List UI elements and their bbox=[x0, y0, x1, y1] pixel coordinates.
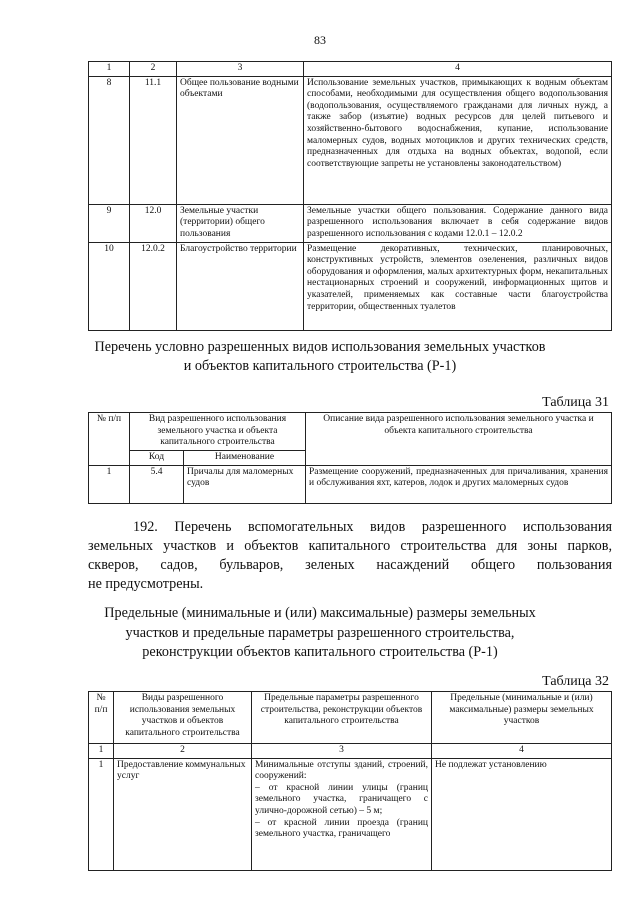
header-cell-sizes: Предельные (минимальные и (или) максимальные) размеры земельных участков bbox=[432, 692, 612, 744]
header-cell-code: Код bbox=[130, 451, 184, 466]
use-code: 11.1 bbox=[130, 76, 177, 204]
table-row bbox=[89, 242, 612, 330]
use-kind: Предоставление коммунальных услуг bbox=[114, 758, 252, 870]
table-row bbox=[89, 204, 612, 242]
header-cell-kind: Виды разрешенного использования земельных участков и объектов капитального строительства bbox=[114, 692, 252, 744]
row-number: 10 bbox=[89, 242, 130, 330]
table-caption: Таблица 31 bbox=[542, 395, 609, 410]
params-line: – от красной линии улицы (границ земельного участка, граничащего с улично-дорожной сетью) – 5 м; bbox=[255, 782, 428, 816]
limits-table bbox=[88, 691, 612, 871]
use-description: Земельные участки общего пользования. Содержание данного вида разрешенного использования включает в себя содержание видов разрешенного использования с кодами 12.0.1 – 12.0.2 bbox=[304, 204, 612, 242]
heading-line: и объектов капитального строительства (Р-1) bbox=[183, 358, 457, 374]
heading-line: участков и предельные параметры разрешенного строительства, bbox=[125, 624, 515, 641]
header-cell-params: Предельные параметры разрешенного строительства, реконструкции объектов капитального строительства bbox=[252, 692, 432, 744]
paragraph-192 bbox=[88, 518, 612, 594]
section-heading-limits bbox=[70, 604, 570, 663]
table-row bbox=[89, 465, 612, 503]
row-number: 8 bbox=[89, 76, 130, 204]
paragraph-line: скверов, садов, бульваров, зеленых насаждений общего пользования bbox=[88, 557, 612, 573]
header-cell: 4 bbox=[304, 62, 612, 77]
table-row bbox=[89, 758, 612, 870]
header-cell: 3 bbox=[177, 62, 304, 77]
permitted-uses-table-continued bbox=[88, 61, 612, 331]
header-cell-description: Описание вида разрешенного использования земельного участка и объекта капитального строительства bbox=[306, 413, 612, 466]
heading-line: реконструкции объектов капитального строительства (Р-1) bbox=[142, 644, 498, 660]
params-line: – от красной линии проезда (границ земельного участка, граничащего bbox=[255, 817, 428, 840]
header-cell-kind: Вид разрешенного использования земельного участка и объекта капитального строительства bbox=[130, 413, 306, 451]
page-number: 83 bbox=[314, 33, 326, 47]
use-name: Причалы для маломерных судов bbox=[184, 465, 306, 503]
heading-line: Перечень условно разрешенных видов использования земельных участков bbox=[94, 339, 546, 355]
row-number: 1 bbox=[89, 465, 130, 503]
row-number: 1 bbox=[89, 758, 114, 870]
table-row bbox=[89, 76, 612, 204]
index-cell: 4 bbox=[432, 744, 612, 759]
conditional-uses-table bbox=[88, 412, 612, 504]
use-description: Размещение сооружений, предназначенных для причаливания, хранения и обслуживания яхт, катеров, лодок и других маломерных судов bbox=[306, 465, 612, 503]
index-cell: 1 bbox=[89, 744, 114, 759]
header-cell: 1 bbox=[89, 62, 130, 77]
use-name: Земельные участки (территории) общего пользования bbox=[177, 204, 304, 242]
row-number: 9 bbox=[89, 204, 130, 242]
header-cell-number: № п/п bbox=[89, 692, 114, 744]
table-index-row bbox=[89, 744, 612, 759]
paragraph-line: 192. Перечень вспомогательных видов разрешенного использования bbox=[133, 519, 612, 535]
paragraph-line: не предусмотрены. bbox=[88, 576, 204, 592]
section-heading-conditional-uses bbox=[70, 338, 570, 376]
use-description: Использование земельных участков, примыкающих к водным объектам способами, необходимыми для осуществления общего водопользования (водопользования, осуществляемого гражданами для личных нужд, а также забор (изъятие) водных ресурсов для целей питьевого и хозяйственно-бытового водоснабжения, купание, использование маломерных судов, водных мотоциклов и других технических средств, предназначенных для отдыха на водных объектах, водопой, если соответствующие запреты не установлены законодательством) bbox=[304, 76, 612, 204]
table-caption: Таблица 32 bbox=[542, 674, 609, 689]
use-description: Размещение декоративных, технических, планировочных, конструктивных устройств, элементов озеленения, различных видов оборудования и оформления, малых архитектурных форм, некапитальных нестационарных строений и сооружений, информационных щитов и указателей, применяемых как составные части благоустройства территории, общественных туалетов bbox=[304, 242, 612, 330]
index-cell: 3 bbox=[252, 744, 432, 759]
use-code: 12.0.2 bbox=[130, 242, 177, 330]
use-code: 12.0 bbox=[130, 204, 177, 242]
use-name: Общее пользование водными объектами bbox=[177, 76, 304, 204]
params-cell bbox=[252, 758, 432, 870]
header-cell-number: № п/п bbox=[89, 413, 130, 466]
use-name: Благоустройство территории bbox=[177, 242, 304, 330]
paragraph-line: земельных участков и объектов капитального строительства для зоны парков, bbox=[88, 538, 612, 554]
header-cell-name: Наименование bbox=[184, 451, 306, 466]
sizes-cell: Не подлежат установлению bbox=[432, 758, 612, 870]
table-header-row bbox=[89, 62, 612, 77]
heading-line: Предельные (минимальные и (или) максимальные) размеры земельных bbox=[104, 605, 536, 621]
header-cell: 2 bbox=[130, 62, 177, 77]
params-line: Минимальные отступы зданий, строений, сооружений: bbox=[255, 759, 428, 782]
index-cell: 2 bbox=[114, 744, 252, 759]
use-code: 5.4 bbox=[130, 465, 184, 503]
